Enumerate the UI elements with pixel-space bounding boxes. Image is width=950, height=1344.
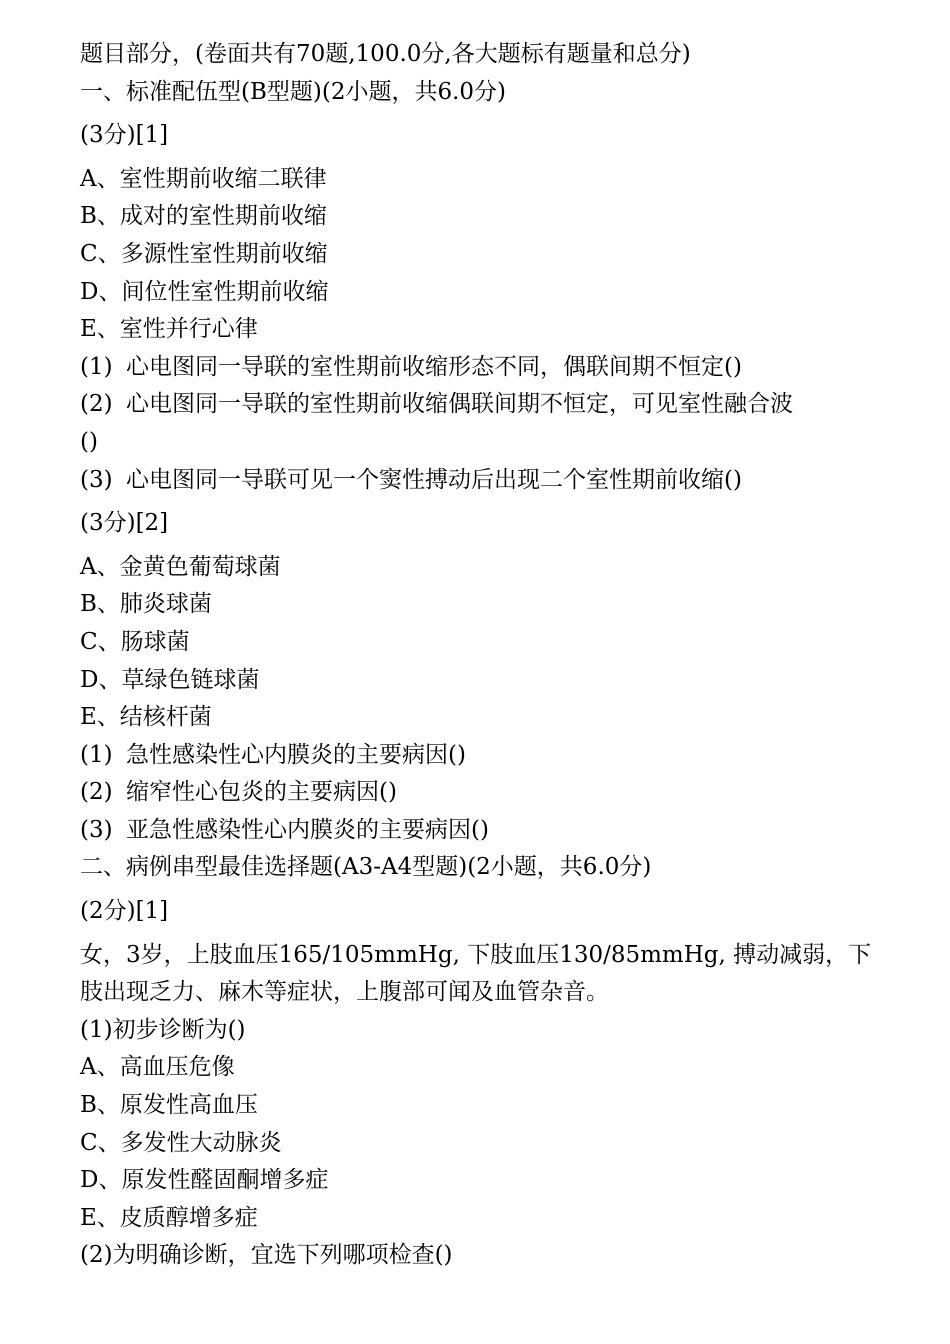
case-question-1: (1)初步诊断为() bbox=[80, 1016, 246, 1043]
document-page bbox=[80, 36, 880, 1275]
group1-score: (3分)[1] bbox=[80, 122, 169, 149]
question-number: (1) bbox=[80, 741, 113, 768]
question-number: (2) bbox=[80, 779, 113, 806]
question-3 bbox=[80, 812, 880, 850]
option-a: A、室性期前收缩二联律 bbox=[80, 165, 327, 192]
option-e: E、结核杆菌 bbox=[80, 704, 212, 731]
exam-header: 题目部分，(卷面共有70题,100.0分,各大题标有题量和总分) bbox=[80, 41, 691, 67]
section2-title: 二、病例串型最佳选择题(A3-A4型题)(2小题，共6.0分) bbox=[80, 854, 652, 881]
question-text: 缩窄性心包炎的主要病因() bbox=[126, 779, 397, 806]
question-number: (3) bbox=[80, 466, 113, 493]
question-text: 亚急性感染性心内膜炎的主要病因() bbox=[126, 816, 489, 843]
case-question-2: (2)为明确诊断，宜选下列哪项检查() bbox=[80, 1242, 453, 1269]
question-1 bbox=[80, 737, 880, 775]
case-description-line1: 女，3岁，上肢血压165/105mmHg, 下肢血压130/85mmHg, 搏动减弱，下 bbox=[80, 941, 872, 968]
option-a: A、高血压危像 bbox=[80, 1054, 235, 1081]
question-number: (1) bbox=[80, 353, 113, 380]
option-e: E、皮质醇增多症 bbox=[80, 1204, 258, 1231]
option-e: E、室性并行心律 bbox=[80, 316, 258, 343]
option-a: A、金黄色葡萄球菌 bbox=[80, 553, 281, 580]
option-c: C、多发性大动脉炎 bbox=[80, 1129, 282, 1156]
case-score: (2分)[1] bbox=[80, 898, 169, 925]
question-text: 心电图同一导联的室性期前收缩偶联间期不恒定，可见室性融合波 bbox=[126, 391, 793, 418]
option-b: B、原发性高血压 bbox=[80, 1092, 258, 1119]
question-2 bbox=[80, 774, 880, 812]
option-d: D、原发性醛固酮增多症 bbox=[80, 1167, 329, 1194]
case-description-line2: 肢出现乏力、麻木等症状，上腹部可闻及血管杂音。 bbox=[80, 979, 609, 1006]
question-3 bbox=[80, 462, 880, 500]
section1-title: 一、标准配伍型(B型题)(2小题，共6.0分) bbox=[80, 78, 507, 105]
option-b: B、成对的室性期前收缩 bbox=[80, 203, 327, 230]
group2-score: (3分)[2] bbox=[80, 510, 169, 537]
question-number: (3) bbox=[80, 816, 113, 843]
option-c: C、多源性室性期前收缩 bbox=[80, 240, 328, 267]
option-d: D、间位性室性期前收缩 bbox=[80, 278, 329, 305]
question-number: (2) bbox=[80, 391, 113, 418]
option-d: D、草绿色链球菌 bbox=[80, 666, 260, 693]
option-b: B、肺炎球菌 bbox=[80, 591, 212, 618]
question-2-continuation: () bbox=[80, 428, 98, 455]
question-text: 急性感染性心内膜炎的主要病因() bbox=[126, 741, 466, 768]
question-2 bbox=[80, 386, 880, 424]
question-text: 心电图同一导联可见一个窦性搏动后出现二个室性期前收缩() bbox=[126, 466, 742, 493]
question-1 bbox=[80, 349, 880, 387]
option-c: C、肠球菌 bbox=[80, 628, 190, 655]
question-text: 心电图同一导联的室性期前收缩形态不同，偶联间期不恒定() bbox=[126, 353, 742, 380]
